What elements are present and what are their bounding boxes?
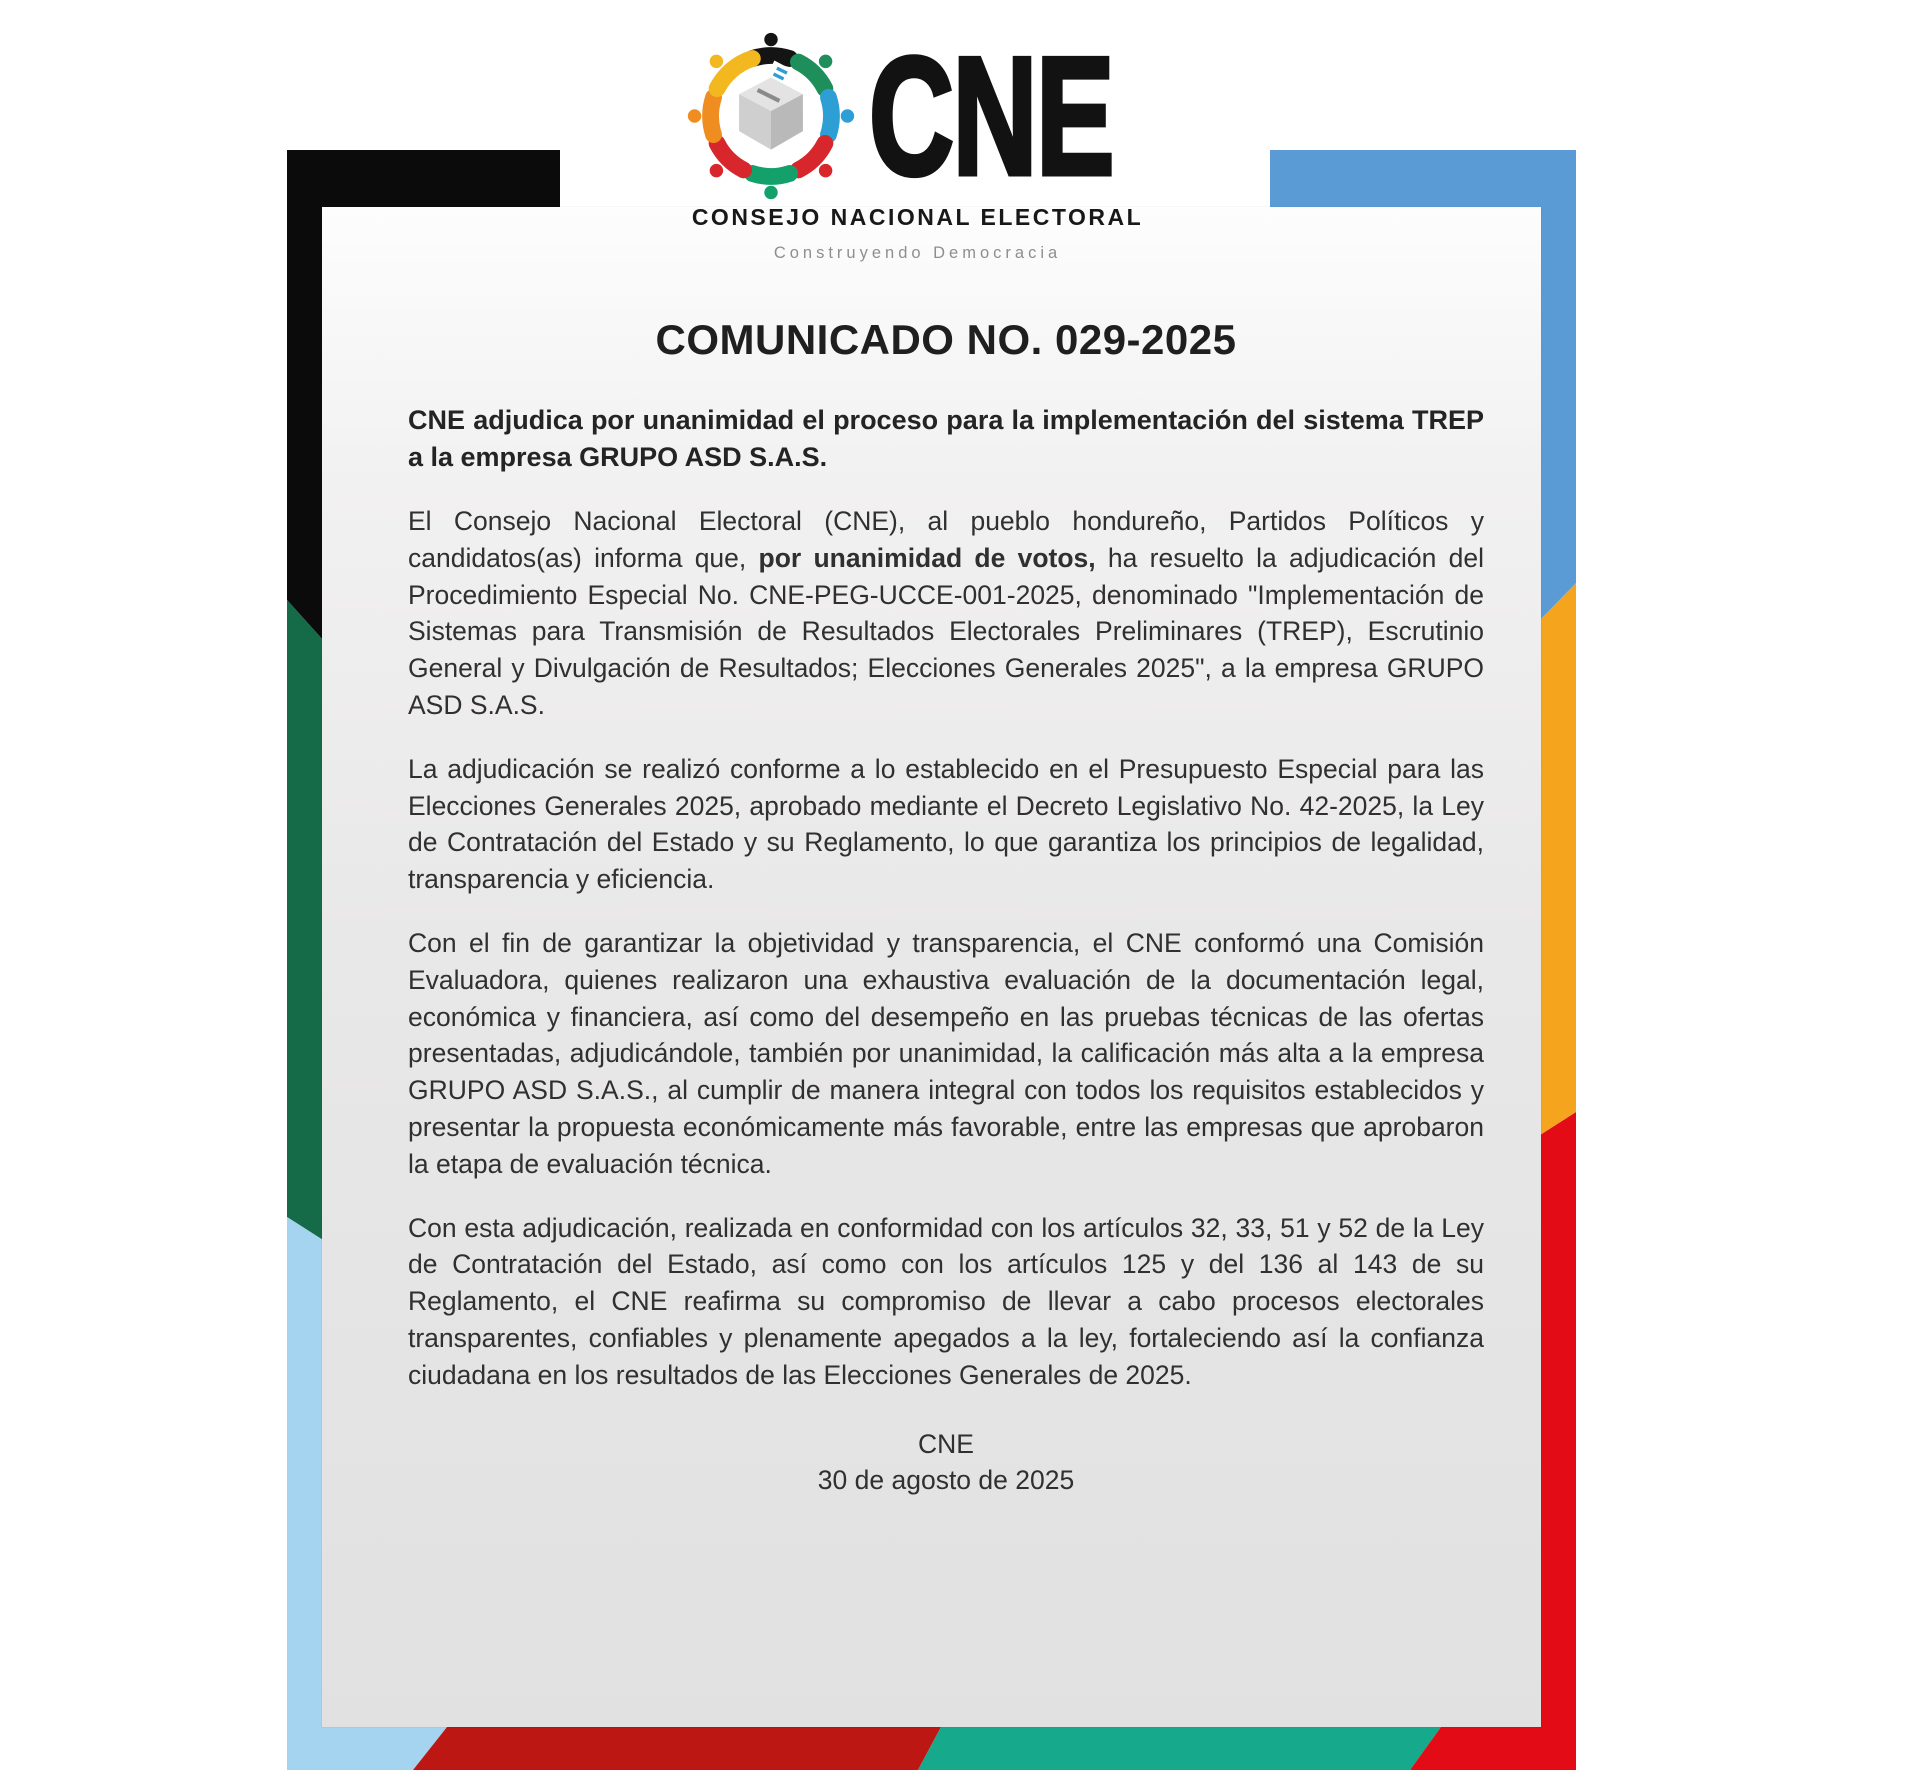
figure-head-icon [688, 109, 701, 122]
document-subtitle: CNE adjudica por unanimidad el proceso para la implementación del sistema TREP a la empresa GRUPO ASD S.A.S. [408, 405, 1484, 472]
signoff [408, 1426, 1484, 1500]
figure-head-icon [764, 186, 777, 199]
institution-tagline: Construyendo Democracia [773, 244, 1062, 262]
document-title: COMUNICADO NO. 029-2025 [655, 316, 1237, 363]
figure-head-icon [710, 164, 723, 177]
document-body [408, 316, 1484, 1499]
signoff-date: 30 de agosto de 2025 [817, 1465, 1075, 1496]
frame-left-green-bar [287, 600, 323, 1240]
ballot-box-icon [739, 61, 803, 150]
frame-bottom-darkred-bar [413, 1727, 941, 1770]
frame-right-orange-bar [1540, 583, 1576, 1135]
signoff-org: CNE [918, 1428, 974, 1459]
emblem-arc-right [829, 97, 832, 134]
institution-name: CONSEJO NACIONAL ELECTORAL [691, 204, 1144, 230]
paragraph-1-rest: ha resuelto la adjudicación del Procedimiento Especial No. CNE-PEG-UCCE-001-2025, denominado "Implementación de Sistemas para Transmisión de Resultados Electorales Preliminares (TREP), Escrutinio General y Divulgación de Resultados; Elecciones Generales 2025", a la empresa GRUPO ASD S.A.S. [408, 542, 1484, 720]
figure-head-icon [710, 55, 723, 68]
paragraph-4: Con esta adjudicación, realizada en conformidad con los artículos 32, 33, 51 y 52 de la Ley de Contratación del Estado, así como con los artículos 125 y del 136 al 143 de su Reglamento, el CNE reafirma su compromiso de llevar a cabo procesos electorales transparentes, confiables y plenamente apegados a la ley, fortaleciendo así la confianza ciudadana en los resultados de las Elecciones Generales de 2025. [408, 1212, 1484, 1390]
institution-header [308, 22, 1527, 263]
figure-head-icon [819, 55, 832, 68]
cne-emblem-logo [687, 32, 855, 200]
emblem-arc-left [711, 97, 714, 134]
frame-bottom-teal-bar [918, 1727, 1441, 1770]
figure-head-icon [764, 33, 777, 46]
logo-acronym: CNE [869, 22, 1114, 210]
paragraph-1 [408, 503, 1484, 724]
emblem-arc-bottom [752, 173, 789, 176]
paragraph-3: Con el fin de garantizar la objetividad y transparencia, el CNE conformó una Comisión Evaluadora, quienes realizaron una exhaustiva evaluación de la documentación legal, económica y financiera, así como del desempeño en las pruebas técnicas de las ofertas presentadas, adjudicándole, también por unanimidad, la calificación más alta a la empresa GRUPO ASD S.A.S., al cumplir de manera integral con todos los requisitos establecidos y presentar la propuesta económicamente más favorable, entre las empresas que aprobaron la etapa de evaluación técnica. [408, 927, 1484, 1179]
figure-head-icon [819, 164, 832, 177]
figure-head-icon [841, 109, 854, 122]
paragraph-2: La adjudicación se realizó conforme a lo establecido en el Presupuesto Especial para las Elecciones Generales 2025, aprobado mediante el Decreto Legislativo No. 42-2025, la Ley de Contratación del Estado y su Reglamento, lo que garantiza los principios de legalidad, transparencia y eficiencia. [408, 753, 1484, 895]
paragraph-1-emphasis: por unanimidad de votos, [758, 542, 1096, 573]
paragraph-1-lead: El Consejo Nacional Electoral (CNE), al pueblo hondureño, Partidos Políticos y candidatos(as) informa que, [408, 506, 1484, 573]
logo-row [687, 22, 1148, 210]
